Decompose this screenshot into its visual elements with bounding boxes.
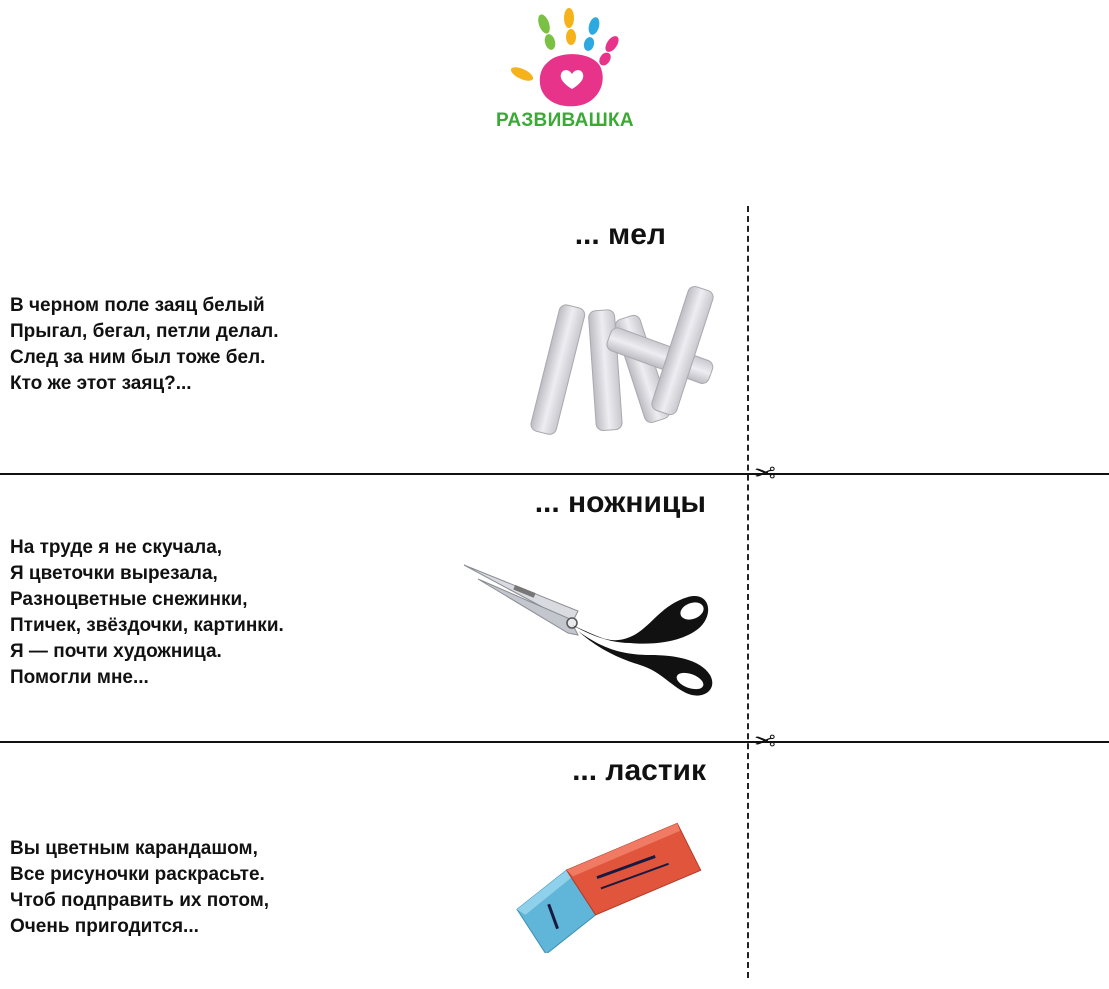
scissors-image: [460, 555, 725, 705]
poem-line: Вы цветным карандашом,: [10, 838, 258, 859]
answer-label: ... мел: [574, 218, 666, 251]
answer-label: ... ластик: [572, 754, 706, 787]
eraser-image: [505, 818, 710, 953]
poem-line: Чтоб подправить их потом,: [10, 890, 270, 911]
razvivashka-logo: [480, 4, 650, 132]
horizontal-cut-line: [0, 473, 1109, 475]
scissors-cut-icon: ✂: [754, 458, 776, 488]
poem-line: Я — почти художница.: [10, 641, 222, 662]
poem-line: Кто же этот заяц?...: [10, 373, 192, 394]
answer-label: ... ножницы: [534, 486, 706, 519]
scissors-cut-icon: ✂: [754, 726, 776, 756]
vertical-cut-line: [747, 206, 749, 978]
logo-text: РАЗВИВАШКА: [496, 110, 634, 131]
hand-logo-icon: [480, 4, 650, 110]
riddle-poem: [10, 293, 279, 397]
poem-line: Птичек, звёздочки, картинки.: [10, 615, 284, 636]
poem-line: Очень пригодится...: [10, 916, 199, 937]
poem-line: Помогли мне...: [10, 667, 149, 688]
poem-line: Разноцветные снежинки,: [10, 589, 248, 610]
poem-line: Я цветочки вырезала,: [10, 563, 218, 584]
poem-line: След за ним был тоже бел.: [10, 347, 266, 368]
poem-line: Все рисуночки раскрасьте.: [10, 864, 265, 885]
horizontal-cut-line: [0, 741, 1109, 743]
riddle-poem: [10, 836, 269, 940]
riddle-poem: [10, 535, 284, 691]
poem-line: Прыгал, бегал, петли делал.: [10, 321, 279, 342]
poem-line: В черном поле заяц белый: [10, 295, 265, 316]
chalk-sticks-image: [520, 275, 720, 440]
poem-line: На труде я не скучала,: [10, 537, 223, 558]
